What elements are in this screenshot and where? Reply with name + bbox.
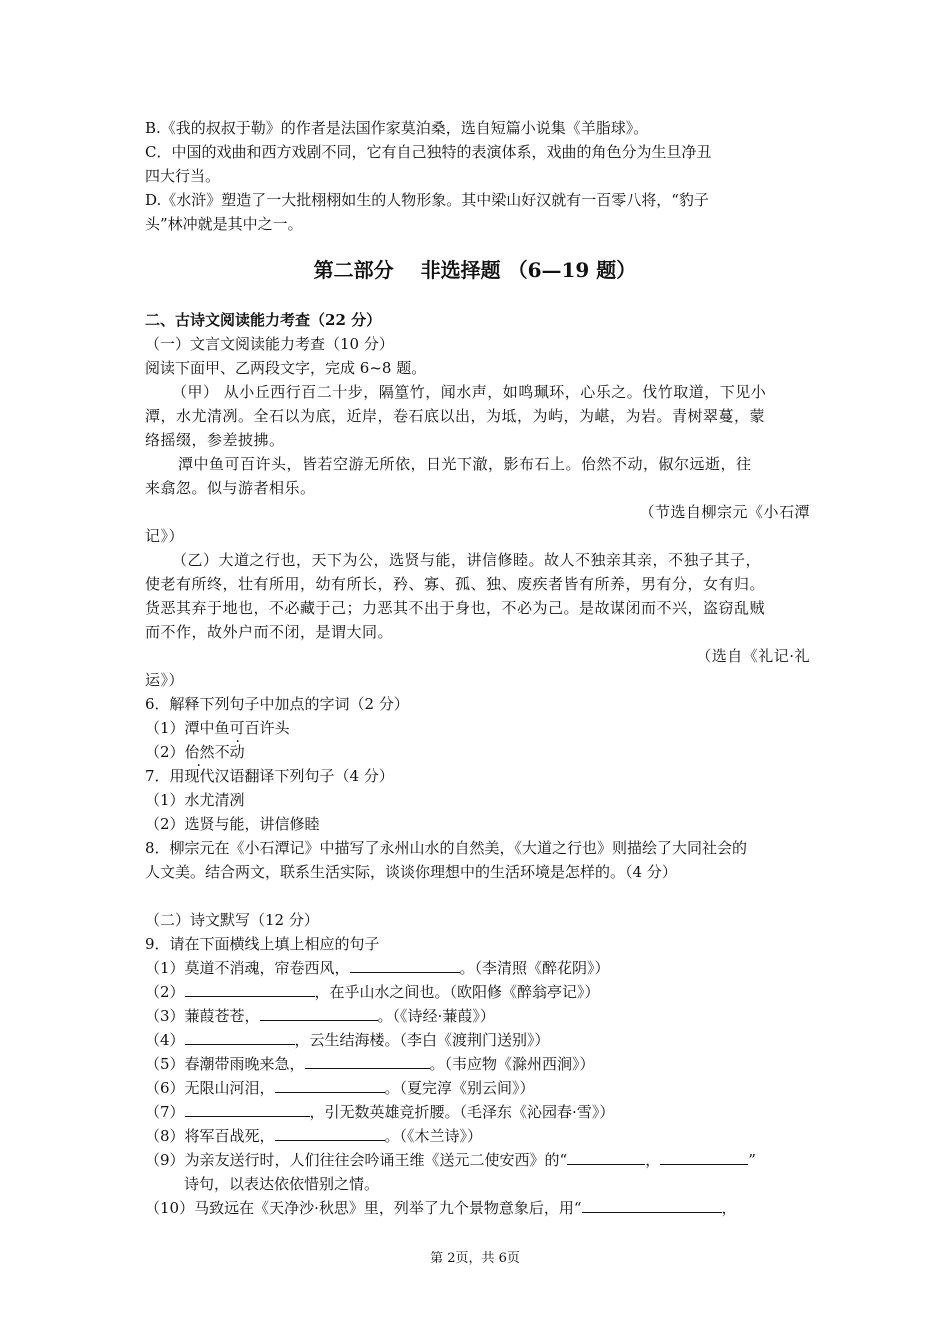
passage-jia-line2: 潭，水尤清冽。全石以为底，近岸，卷石底以出，为坻，为屿，为嵁，为岩。青树翠蔓，蒙: [145, 407, 766, 425]
passage-yi-line3: 货恶其弃于地也，不必藏于己；力恶其不出于身也，不必为己。是故谋闭而不兴，盗窃乱贼: [145, 599, 766, 617]
passage-yi-source2: 运》）: [145, 671, 185, 689]
answer-blank[interactable]: [567, 1149, 645, 1165]
page-footer: 第 2页，共 6页: [430, 1251, 520, 1266]
question-7-item2: （2）选贤与能，讲信修睦: [145, 815, 320, 833]
dotted-char: 可: [229, 719, 245, 737]
option-c-line1: C．中国的戏曲和西方戏剧不同，它有自己独特的表演体系，戏曲的角色分为生旦净丑: [145, 143, 712, 161]
fill-2: （2） ，在乎山水之间也。（欧阳修《醉翁亭记》）: [145, 983, 600, 1001]
passage-jia-line4: 潭中鱼可百许头，皆若空游无所依，日光下澈，影布石上。佁然不动，俶尔远逝，往: [178, 455, 752, 473]
answer-blank[interactable]: [350, 957, 460, 973]
fill-3: （3）蒹葭苍苍， 。（《诗经·蒹葭》）: [145, 1007, 495, 1025]
dotted-word: 佁然: [184, 743, 215, 761]
question-6-item1: （1）潭中鱼可百许头: [145, 719, 290, 737]
passage-jia-source1: （节选自柳宗元《小石潭: [639, 503, 810, 521]
fill-9: （9）为亲友送行时，人们往往会吟诵王维《送元二使安西》的“ ， ”: [145, 1151, 756, 1169]
question-6-item2: （2）佁然不动: [145, 743, 245, 761]
fill-7: （7） ，引无数英雄竞折腰。（毛泽东《沁园春·雪》）: [145, 1103, 615, 1121]
passage-yi-line4: 而不作，故外户而不闭，是谓大同。: [145, 623, 394, 641]
fill-10: （10）马致远在《天净沙·秋思》里，列举了九个景物意象后，用“ ，: [145, 1199, 737, 1217]
answer-blank[interactable]: [305, 1053, 430, 1069]
passage-jia-line3: 络摇缀，参差披拂。: [145, 431, 285, 449]
question-8-line2: 人文美。结合两文，联系生活实际，谈谈你理想中的生活环境是怎样的。（4 分）: [145, 863, 677, 881]
fill-9-line2: 诗句，以表达依依惜别之情。: [184, 1175, 380, 1193]
passage-jia-source2: 记》）: [145, 527, 185, 545]
passage-yi-line2: 使老有所终，壮有所用，幼有所长，矜、寡、孤、独、废疾者皆有所养，男有分，女有归。: [145, 575, 766, 593]
part-two-title: 第二部分 非选择题 （6—19 题）: [313, 258, 637, 282]
answer-blank[interactable]: [582, 1197, 722, 1213]
fill-8: （8）将军百战死， 。（《木兰诗》）: [145, 1127, 483, 1145]
answer-blank[interactable]: [185, 981, 315, 997]
answer-blank[interactable]: [185, 1101, 310, 1117]
option-c-line2: 四大行当。: [145, 167, 221, 185]
answer-blank[interactable]: [660, 1149, 748, 1165]
passage-yi-source1: （选自《礼记·礼: [696, 647, 810, 665]
answer-blank[interactable]: [185, 1029, 295, 1045]
fill-6: （6）无限山河泪， 。（夏完淳《别云间》）: [145, 1079, 535, 1097]
option-d-line2: 头”林冲就是其中之一。: [145, 215, 303, 233]
answer-blank[interactable]: [275, 1077, 385, 1093]
passage-yi-line1: （乙）大道之行也，天下为公，选贤与能，讲信修睦。故人不独亲其亲，不独子其子，: [172, 551, 762, 569]
fill-1: （1）莫道不消魂，帘卷西风， 。（李清照《醉花阴》）: [145, 959, 610, 977]
question-8-line1: 8．柳宗元在《小石潭记》中描写了永州山水的自然美，《大道之行也》则描绘了大同社会的: [145, 839, 748, 857]
answer-blank[interactable]: [260, 1005, 378, 1021]
question-6: 6．解释下列句子中加点的字词（2 分）: [145, 695, 409, 713]
subsection-poetry: （二）诗文默写（12 分）: [145, 911, 319, 929]
passage-jia-line1: （甲） 从小丘西行百二十步，隔篁竹，闻水声，如鸣珮环，心乐之。伐竹取道，下见小: [172, 383, 767, 401]
question-9: 9．请在下面横线上填上相应的句子: [145, 935, 380, 953]
subsection-classical: （一）文言文阅读能力考查（10 分）: [145, 335, 394, 353]
reading-instruction: 阅读下面甲、乙两段文字，完成 6~8 题。: [145, 359, 427, 377]
question-7: 7．用现代汉语翻译下列句子（4 分）: [145, 767, 394, 785]
section-heading: 二、古诗文阅读能力考查（22 分）: [145, 311, 382, 329]
option-d-line1: D.《水浒》塑造了一大批栩栩如生的人物形象。其中梁山好汉就有一百零八将，“豹子: [145, 191, 709, 209]
passage-jia-line5: 来翕忽。似与游者相乐。: [145, 479, 316, 497]
option-b: B.《我的叔叔于勒》的作者是法国作家莫泊桑，选自短篇小说集《羊脂球》。: [145, 119, 649, 137]
fill-4: （4） ，云生结海楼。（李白《渡荆门送别》）: [145, 1031, 550, 1049]
answer-blank[interactable]: [275, 1125, 385, 1141]
question-7-item1: （1）水尤清冽: [145, 791, 245, 809]
fill-5: （5）春潮带雨晚来急， 。（韦应物《滁州西涧》）: [145, 1055, 595, 1073]
